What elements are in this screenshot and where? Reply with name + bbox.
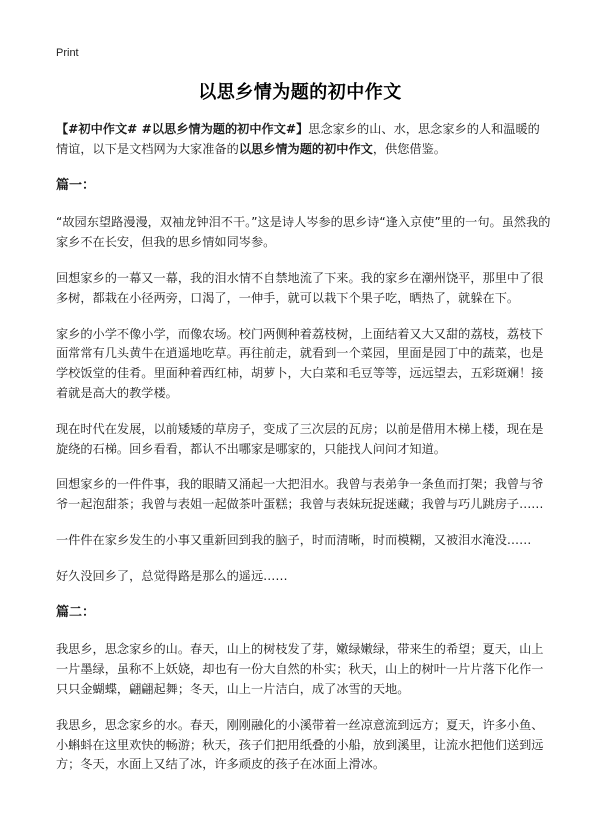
paragraph: 回想家乡的一件件事，我的眼睛又涌起一大把泪水。我曾与表弟争一条鱼而打架；我曾与爷爷一起泡甜茶；我曾与表姐一起做茶叶蛋糕；我曾与表妹玩捉迷藏；我曾与巧儿跳房子…… bbox=[56, 477, 544, 512]
paragraph: 好久没回乡了，总觉得路是那么的遥远…… bbox=[56, 568, 288, 583]
paragraph: 我思乡，思念家乡的水。春天，刚刚融化的小溪带着一丝凉意流到远方；夏天，许多小鱼、小蝌蚪在这里欢快的畅游；秋天，孩子们把用纸叠的小船，放到溪里，让流水把他们送到远方；冬天，水面上又结了冰，许多顽皮的孩子在冰面上滑冰。 bbox=[56, 717, 544, 772]
paragraph: 家乡的小学不像小学，而像农场。校门两侧种着荔枝树，上面结着又大又甜的荔枝，荔枝下面常常有几头黄牛在逍遥地吃草。再往前走，就看到一个菜园，里面是园丁中的蔬菜，也是学校饭堂的佳肴。里面种着西红柿，胡萝卜，大白菜和毛豆等等，远远望去，五彩斑斓！接着就是高大的教学楼。 bbox=[56, 326, 544, 400]
paragraph: 现在时代在发展，以前矮矮的草房子，变成了三次层的瓦房；以前是借用木梯上楼，现在是旋绕的石梯。回乡看看，都认不出哪家是哪家的，只能找人问问才知道。 bbox=[56, 421, 544, 456]
article-body bbox=[56, 120, 552, 791]
page-title: 以思乡情为题的初中作文 bbox=[198, 82, 402, 103]
intro-paragraph bbox=[56, 120, 552, 160]
intro-tag: 【#初中作文# #以思乡情为题的初中作文#】 bbox=[56, 122, 309, 136]
section-heading: 篇一： bbox=[56, 177, 96, 193]
print-label: Print bbox=[56, 47, 79, 59]
section-heading: 篇二： bbox=[56, 604, 96, 620]
paragraph: “故园东望路漫漫，双袖龙钟泪不干。”这是诗人岑参的思乡诗“逢入京使”里的一句。虽然我的家乡不在长安，但我的思乡情如同岑参。 bbox=[56, 215, 551, 250]
paragraph: 一件件在家乡发生的小事又重新回到我的脑子，时而清晰，时而模糊，又被泪水淹没…… bbox=[56, 532, 532, 547]
intro-text-end: ，供您借鉴。 bbox=[372, 141, 446, 156]
paragraph: 回想家乡的一幕又一幕，我的泪水情不自禁地流了下来。我的家乡在潮州饶平，那里中了很多树，都栽在小径两旁，口渴了，一伸手，就可以栽下个果子吃，晒热了，就躲在下。 bbox=[56, 270, 544, 305]
paragraph: 我思乡，思念家乡的山。春天，山上的树枝发了芽，嫩绿嫩绿，带来生的希望；夏天，山上一片墨绿，虽称不上妖娆，却也有一份大自然的朴实；秋天，山上的树叶一片片落下化作一只只金蝴蝶，翩翩起舞；冬天，山上一片洁白，成了冰雪的天地。 bbox=[56, 642, 544, 696]
intro-strong-text: 以思乡情为题的初中作文 bbox=[238, 141, 373, 156]
intro-text: 思念家乡的山、水，思念家乡的人和温暖的情谊，以下是文档网为大家准备的 bbox=[56, 122, 540, 156]
